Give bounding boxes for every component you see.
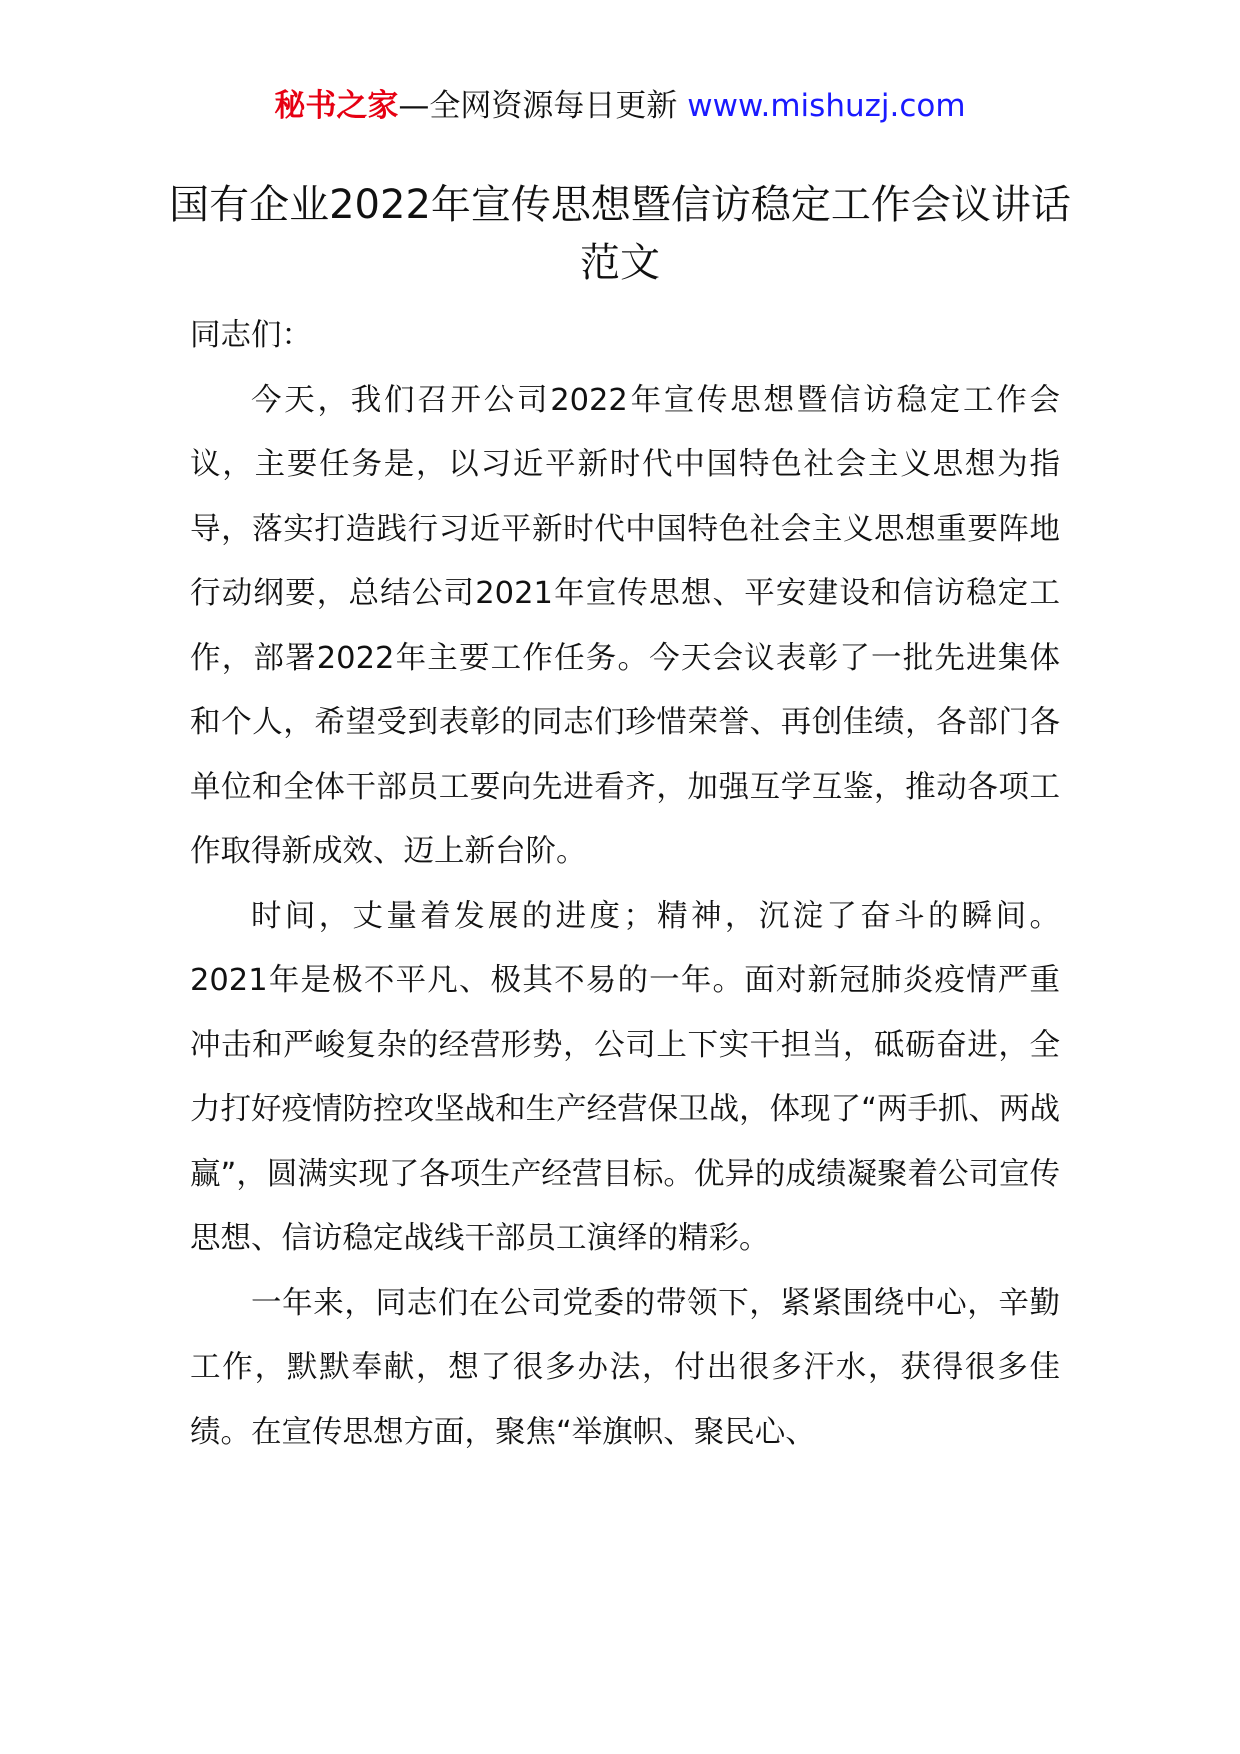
paragraph: 时间，丈量着发展的进度；精神，沉淀了奋斗的瞬间。2021年是极不平凡、极其不易的一年。面对新冠肺炎疫情严重冲击和严峻复杂的经营形势，公司上下实干担当，砥砺奋进，全力打好疫情防控攻坚战和生产经营保卫战，体现了“两手抓、两战赢”，圆满实现了各项生产经营目标。优异的成绩凝聚着公司宣传思想、信访稳定战线干部员工演绎的精彩。 xyxy=(190,898,1060,1256)
site-header xyxy=(0,86,1240,126)
site-link[interactable]: www.mishuzj.com xyxy=(687,88,966,124)
paragraph: 今天，我们召开公司2022年宣传思想暨信访稳定工作会议，主要任务是，以习近平新时代中国特色社会主义思想为指导，落实打造践行习近平新时代中国特色社会主义思想重要阵地行动纲要，总结公司2021年宣传思想、平安建设和信访稳定工作，部署2022年主要工作任务。今天会议表彰了一批先进集体和个人，希望受到表彰的同志们珍惜荣誉、再创佳绩，各部门各单位和全体干部员工要向先进看齐，加强互学互鉴，推动各项工作取得新成效、迈上新台阶。 xyxy=(190,382,1060,869)
document-body xyxy=(190,304,1060,1465)
greeting: 同志们： xyxy=(190,318,312,353)
header-slogan: —全网资源每日更新 xyxy=(398,88,678,124)
paragraph: 一年来，同志们在公司党委的带领下，紧紧围绕中心，辛勤工作，默默奉献，想了很多办法，付出很多汗水，获得很多佳绩。在宣传思想方面，聚焦“举旗帜、聚民心、 xyxy=(190,1285,1060,1450)
brand-name: 秘书之家 xyxy=(274,88,399,124)
document-title: 国有企业2022年宣传思想暨信访稳定工作会议讲话范文 xyxy=(169,182,1071,286)
